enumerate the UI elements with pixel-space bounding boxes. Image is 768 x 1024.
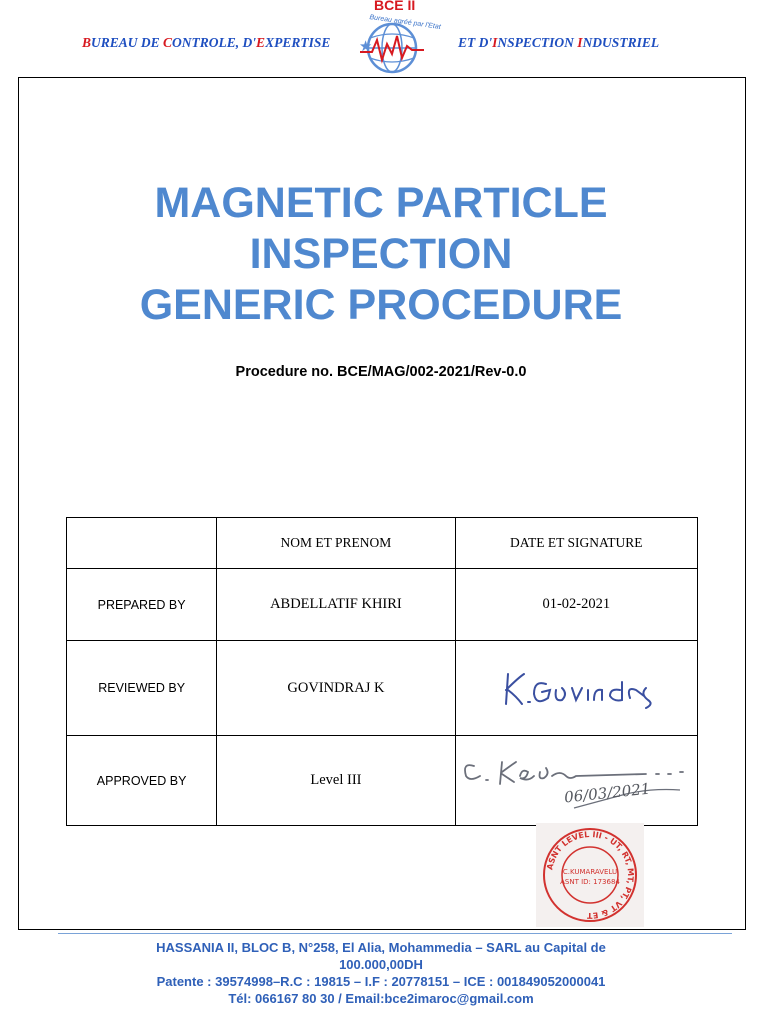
document-title [18, 178, 744, 331]
company-logo [352, 0, 442, 78]
header-text: ONTROLE, D' [172, 35, 257, 50]
footer-line-3: Patente : 39574998–R.C : 19815 – I.F : 20778151 – ICE : 001849052000041 [156, 974, 606, 989]
logo-tagline: Bureau agréé par l'Etat [369, 14, 442, 31]
role-cell: PREPARED BY [67, 569, 217, 641]
signature-cell [455, 641, 697, 736]
approval-table [66, 517, 698, 826]
signature-govindraj-icon [476, 656, 676, 716]
handwritten-date: 06/03/2021 [562, 779, 651, 807]
header-text: NSPECTION [497, 35, 578, 50]
header-initial: I [577, 35, 583, 50]
stamp-name: C.KUMARAVELU [562, 868, 618, 876]
role-cell: APPROVED BY [67, 736, 217, 826]
header-cell-empty [67, 518, 217, 569]
table-row-prepared [67, 569, 698, 641]
table-header-row [67, 518, 698, 569]
table-row-approved [67, 736, 698, 826]
title-line-3: GENERIC PROCEDURE [139, 281, 623, 329]
date-cell: 01-02-2021 [455, 569, 697, 641]
company-name-right [458, 35, 659, 51]
official-stamp [536, 823, 644, 927]
footer-divider [58, 933, 732, 934]
stamp-id: ASNT ID: 173684 [560, 878, 620, 886]
header-text: NDUSTRIEL [582, 35, 660, 50]
table-row-reviewed [67, 641, 698, 736]
footer-line-1: HASSANIA II, BLOC B, N°258, El Alia, Mohammedia – SARL au Capital de [156, 940, 606, 955]
procedure-number: Procedure no. BCE/MAG/002-2021/Rev-0.0 [235, 364, 527, 380]
header-text: XPERTISE [265, 35, 331, 50]
title-line-2: INSPECTION [249, 230, 513, 278]
header-cell-date-signature: DATE ET SIGNATURE [455, 518, 697, 569]
header-text: UREAU DE [91, 35, 164, 50]
footer-address [18, 939, 744, 1007]
logo-name: BCE II [374, 0, 416, 13]
name-cell: Level III [217, 736, 455, 826]
name-cell: ABDELLATIF KHIRI [217, 569, 455, 641]
company-name-left [82, 35, 330, 51]
stamp-ring-text: ASNT LEVEL III - UT, RT, MT, PT, VT & ET [545, 829, 636, 921]
footer-line-2: 100.000,00DH [339, 957, 423, 972]
header-cell-name: NOM ET PRENOM [217, 518, 455, 569]
signature-cell [455, 736, 697, 826]
round-seal-icon [536, 823, 644, 927]
header-initial: B [82, 35, 92, 50]
footer-line-4: Tél: 066167 80 30 / Email:bce2imaroc@gmail.com [228, 991, 534, 1006]
header-initial: E [256, 35, 266, 50]
name-cell: GOVINDRAJ K [217, 641, 455, 736]
header-initial: C [163, 35, 173, 50]
header-text: ET D' [458, 35, 493, 50]
role-cell: REVIEWED BY [67, 641, 217, 736]
signature-kumaravelu-icon [456, 736, 696, 820]
header-initial: I [492, 35, 498, 50]
title-line-1: MAGNETIC PARTICLE [154, 179, 608, 227]
